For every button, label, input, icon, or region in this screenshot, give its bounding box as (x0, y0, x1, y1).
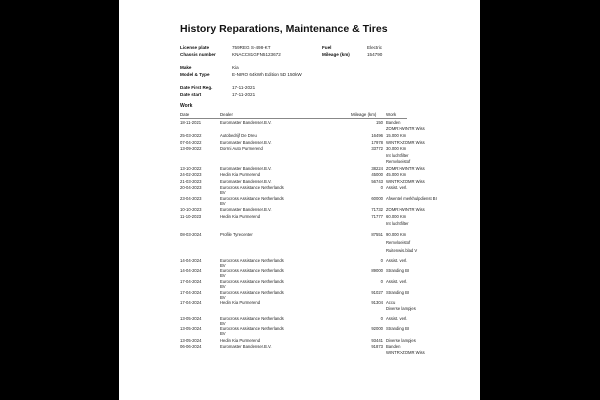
row-mileage: 91873 (371, 344, 383, 349)
row-dealer: Hedin Kia Purmerend (220, 299, 261, 305)
row-work: ZOMR>WINTR Wiss (386, 207, 425, 212)
row-date: 20-04-2023 (180, 185, 202, 190)
row-dealer: Eurocross Assistance Netherlands BV (220, 268, 284, 278)
column-header-dealer: Dealer (220, 112, 233, 117)
date-start-label: Date start (180, 91, 202, 97)
row-work: WINTR>ZOMR Wiss (386, 350, 425, 355)
column-header-mileage: Mileage (km) (351, 112, 377, 117)
row-dealer: Eurocross Assistance Netherlands BV (220, 257, 284, 268)
row-work: Remvloeistof (386, 159, 411, 164)
row-work: Assist. verl. (386, 257, 408, 263)
table-row (119, 325, 480, 336)
row-work: 90.000 Km (386, 232, 407, 237)
table-row (119, 350, 480, 356)
table-row (119, 179, 480, 185)
row-mileage: 0 (380, 278, 383, 284)
table-row (119, 172, 480, 178)
row-dealer: Eurocross Assistance Netherlands BV (220, 325, 284, 336)
mileage-label: Mileage (km) (322, 51, 350, 57)
license-plate-value: 759REG S-498-KT (232, 45, 271, 50)
row-mileage: 93441 (371, 337, 383, 343)
row-work: Banden (386, 120, 401, 125)
row-work: Stranding BI (386, 268, 410, 273)
row-work: Accu (386, 299, 396, 305)
row-dealer: Autobedrijf De Dreu (220, 132, 257, 138)
row-mileage: 16496 (371, 132, 383, 138)
model-label: Model & Type (180, 71, 210, 77)
make-label: Make (180, 65, 192, 70)
document-page (119, 0, 480, 400)
chassis-label: Chassis number (180, 51, 216, 57)
row-work: Remvloeistof (386, 240, 411, 245)
row-date: 17-04-2024 (180, 299, 202, 305)
table-row (119, 221, 480, 227)
row-dealer: Euromaster Bandenser.B.V. (220, 120, 272, 125)
row-dealer: Eurocross Assistance Netherlands BV (220, 195, 284, 206)
row-mileage: 17978 (371, 139, 383, 145)
table-row (119, 126, 480, 132)
table-row (119, 257, 480, 268)
row-work: Assist. verl. (386, 315, 408, 321)
table-row (119, 268, 480, 278)
row-date: 11-10-2023 (180, 214, 202, 219)
table-row (119, 278, 480, 289)
table-row (119, 207, 480, 213)
row-mileage: 45000 (371, 172, 383, 177)
row-mileage: 150 (376, 120, 383, 125)
mileage-value: 154790 (367, 51, 383, 57)
row-dealer: Eurocross Assistance Netherlands BV (220, 315, 284, 326)
row-work: WINTR>ZOMR Wiss (386, 139, 425, 145)
row-mileage: 89000 (371, 268, 383, 273)
row-mileage: 92000 (371, 325, 383, 331)
row-dealer: Euromaster Bandenser.B.V. (220, 207, 272, 212)
row-date: 13-05-2024 (180, 315, 202, 321)
row-mileage: 71777 (371, 214, 383, 219)
row-date: 24-02-2023 (180, 172, 202, 177)
row-dealer: Eurocross Assistance Netherlands BV (220, 185, 284, 195)
row-date: 08-03-2024 (180, 232, 202, 237)
chassis-value: KNACC81GFN5123672 (232, 51, 281, 57)
row-work: Stranding BI (386, 289, 410, 295)
table-row (119, 315, 480, 326)
row-date: 13-05-2024 (180, 337, 202, 343)
row-dealer: Eurocross Assistance Netherlands BV (220, 289, 284, 300)
row-date: 23-04-2023 (180, 195, 202, 201)
table-row (119, 248, 480, 254)
row-work: ZOMR>WINTR Wiss (386, 166, 425, 171)
row-date: 21-03-2023 (180, 178, 202, 184)
row-work: Assist. verl. (386, 278, 408, 284)
row-mileage: 56743 (371, 178, 383, 184)
row-dealer: Euromaster Bandenser.B.V. (220, 139, 272, 145)
date-start-value: 17-11-2021 (232, 91, 256, 97)
row-work: Diverse lampjes (386, 305, 416, 311)
row-dealer: Hedin Kia Purmerend (220, 214, 261, 219)
row-work: Int luchtfilter (386, 220, 409, 226)
table-header-rule (180, 118, 407, 119)
row-work: Stranding BI (386, 325, 410, 331)
row-dealer: Euromaster Bandenser.B.V. (220, 344, 272, 349)
first-reg-value: 17-11-2021 (232, 85, 256, 90)
row-mileage: 60000 (371, 195, 383, 201)
row-work: ZOMR>WINTR Wiss (386, 126, 425, 131)
row-mileage: 33772 (371, 146, 383, 151)
fuel-label: Fuel (322, 45, 332, 50)
row-date: 13-09-2022 (180, 146, 202, 151)
row-work: 60.000 Km (386, 214, 407, 219)
column-header-date: Date (180, 112, 190, 117)
table-row (119, 306, 480, 312)
row-date: 17-04-2024 (180, 278, 202, 284)
row-dealer: Profile Tyrecenter (220, 232, 253, 237)
table-row (119, 214, 480, 220)
model-value: E-NIRO 64kWh Edition 5D 150kW (232, 71, 302, 77)
row-dealer: Euromaster Bandenser.B.V. (220, 178, 272, 184)
row-date: 07-04-2022 (180, 139, 202, 145)
row-mileage: 87551 (371, 232, 383, 237)
row-mileage: 91027 (371, 289, 383, 295)
row-dealer: Hedin Kia Purmerend (220, 172, 261, 177)
work-section-heading: Work (180, 103, 193, 109)
row-work: Afwentel merkhulpdienst BI (386, 195, 437, 201)
table-row (119, 140, 480, 146)
row-work: 15.000 Km (386, 132, 407, 138)
row-date: 06-06-2024 (180, 344, 202, 349)
row-work: 45.000 Km (386, 172, 407, 177)
license-plate-label: License plate (180, 45, 210, 50)
table-row (119, 232, 480, 238)
row-dealer: Hedin Kia Purmerend (220, 337, 261, 343)
row-mileage: 91304 (371, 299, 383, 305)
row-date: 17-04-2024 (180, 289, 202, 295)
row-mileage: 0 (380, 315, 383, 321)
fuel-value: Electric (367, 45, 383, 50)
table-row (119, 146, 480, 152)
first-reg-label: Date First Reg. (180, 85, 213, 90)
row-date: 14-04-2024 (180, 257, 202, 263)
row-date: 13-10-2022 (180, 166, 202, 171)
row-work: Int luchtfilter (386, 152, 409, 158)
make-value: Kia (232, 65, 239, 70)
row-mileage: 0 (380, 257, 383, 263)
row-date: 25-03-2022 (180, 132, 202, 138)
table-row (119, 338, 480, 344)
row-work: 30.000 Km (386, 146, 407, 151)
table-row (119, 185, 480, 195)
row-dealer: Dorrni Auto Purmerend (220, 146, 263, 151)
table-row (119, 159, 480, 165)
row-mileage: 38224 (371, 166, 383, 171)
row-date: 14-04-2024 (180, 268, 202, 273)
table-row (119, 289, 480, 300)
row-work: Diverse lampjes (386, 337, 416, 343)
row-dealer: Euromaster Bandenser.B.V. (220, 166, 272, 171)
row-mileage: 71732 (371, 207, 383, 212)
row-work: Banden (386, 344, 401, 349)
table-row (119, 153, 480, 159)
row-work: Ruitenwis.blad V (386, 247, 418, 253)
row-date: 13-05-2024 (180, 325, 202, 331)
table-row (119, 195, 480, 206)
row-date: 18-11-2021 (180, 120, 202, 125)
row-dealer: Eurocross Assistance Netherlands BV (220, 278, 284, 289)
table-row (119, 133, 480, 139)
column-header-work: Work (386, 112, 397, 117)
table-row (119, 240, 480, 246)
row-mileage: 0 (380, 185, 383, 190)
page-title: History Reparations, Maintenance & Tires (180, 23, 388, 35)
row-work: WINTR>ZOMR Wiss (386, 178, 425, 184)
row-date: 10-10-2023 (180, 207, 202, 212)
row-work: Assist. verl. (386, 185, 408, 190)
